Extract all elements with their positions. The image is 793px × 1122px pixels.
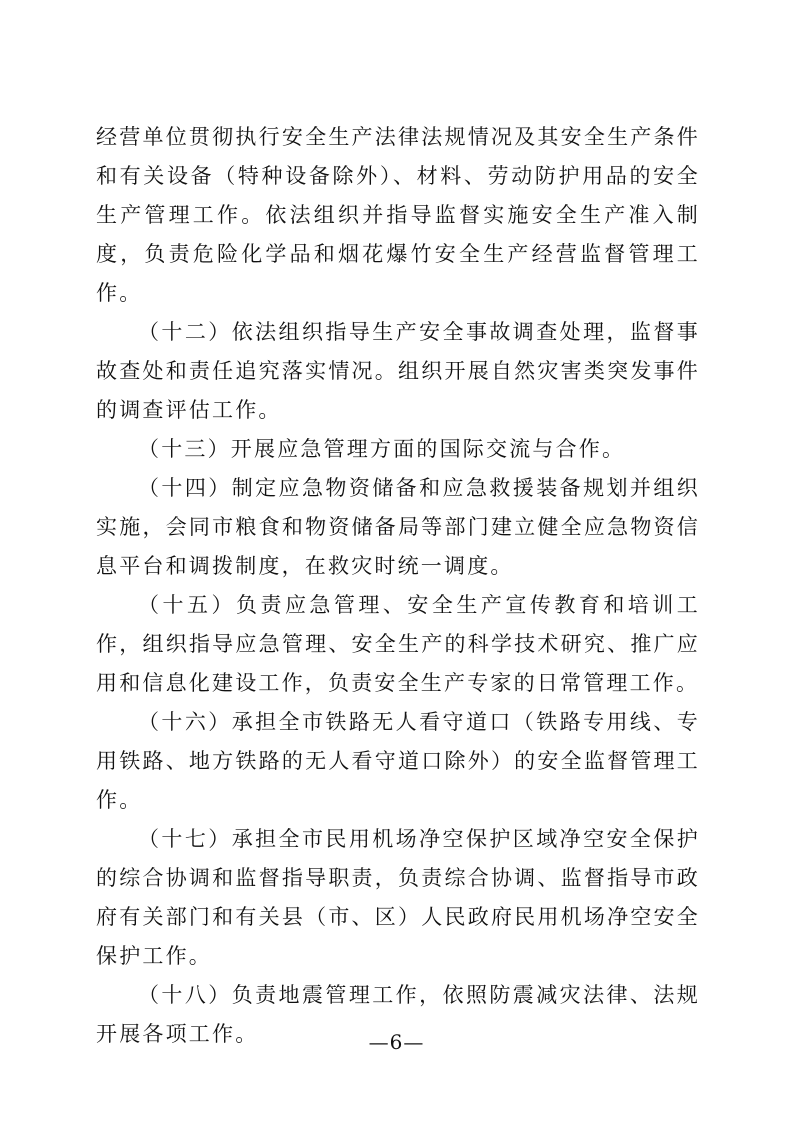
paragraph-item-16: （十六）承担全市铁路无人看守道口（铁路专用线、专用铁路、地方铁路的无人看守道口除外）的安全监督管理工作。 [96,710,700,812]
paragraph-item-18: （十八）负责地震管理工作，依照防震减灾法律、法规开展各项工作。 [96,983,700,1046]
paragraph-item-12: （十二）依法组织指导生产安全事故调查处理，监督事故查处和责任追究落实情况。组织开展自然灾害类突发事件的调查评估工作。 [96,320,700,422]
paragraph-continuation: 经营单位贯彻执行安全生产法律法规情况及其安全生产条件和有关设备（特种设备除外）、材料、劳动防护用品的安全生产管理工作。依法组织并指导监督实施安全生产准入制度，负责危险化学品和烟花爆竹安全生产经营监督管理工作。 [96,125,700,305]
paragraph-item-13: （十三）开展应急管理方面的国际交流与合作。 [138,437,626,461]
body-text [96,118,700,1054]
paragraph-item-15: （十五）负责应急管理、安全生产宣传教育和培训工作，组织指导应急管理、安全生产的科学技术研究、推广应用和信息化建设工作，负责安全生产专家的日常管理工作。 [96,593,700,695]
paragraph-item-14: （十四）制定应急物资储备和应急救援装备规划并组织实施，会同市粮食和物资储备局等部门建立健全应急物资信息平台和调拨制度，在救灾时统一调度。 [96,476,700,578]
page-number: —6— [368,1030,425,1054]
paragraph-item-17: （十七）承担全市民用机场净空保护区域净空安全保护的综合协调和监督指导职责，负责综合协调、监督指导市政府有关部门和有关县（市、区）人民政府民用机场净空安全保护工作。 [96,827,700,968]
